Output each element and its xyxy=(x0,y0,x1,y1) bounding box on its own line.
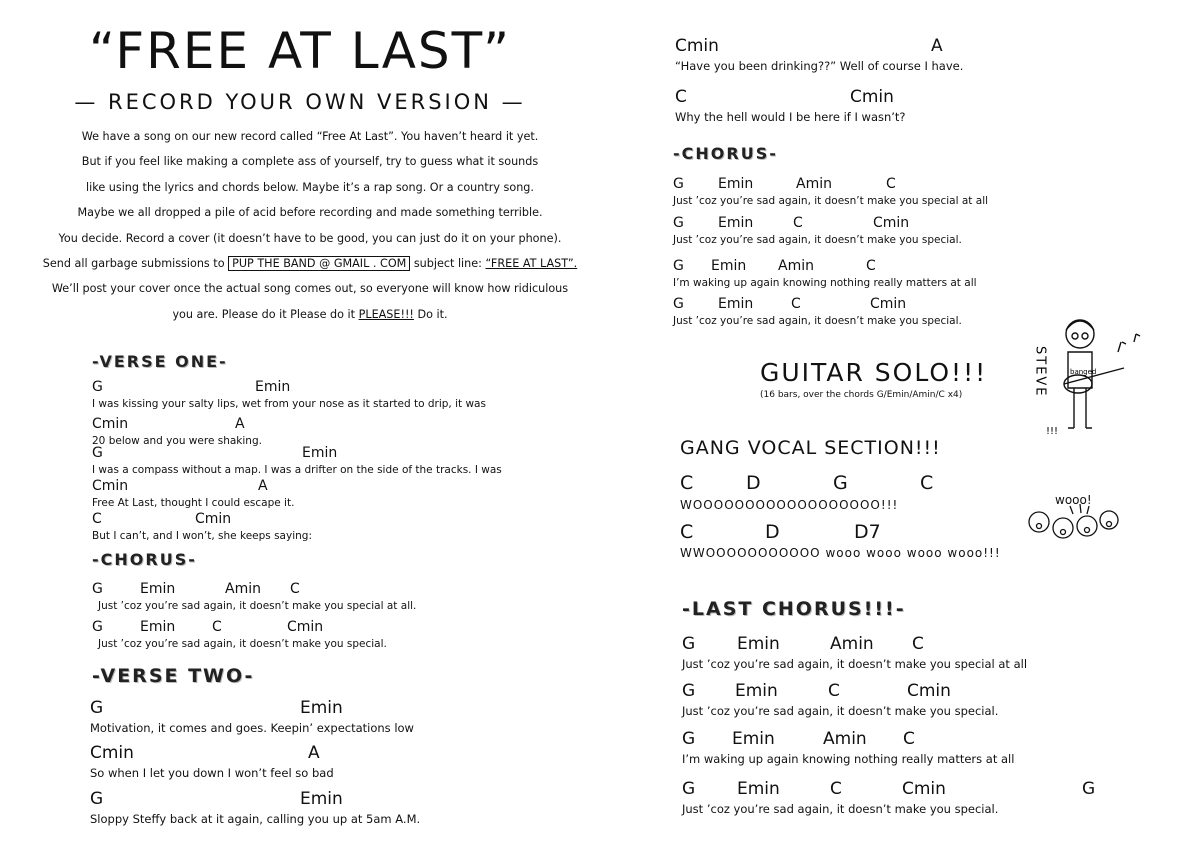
last-chorus-line xyxy=(682,779,1122,815)
intro-line: We’ll post your cover once the actual song comes out, so everyone will know how ridiculous xyxy=(51,282,569,296)
lyric-line: “Have you been drinking??” Well of course I have. xyxy=(675,59,964,73)
verse-one-line xyxy=(92,379,512,415)
chorus-line xyxy=(673,176,1093,212)
chord: G xyxy=(673,215,684,231)
lyric-line: I’m waking up again knowing nothing really matters at all xyxy=(673,277,977,289)
chord: C xyxy=(680,521,694,543)
chord: C xyxy=(680,472,694,494)
chord: C xyxy=(886,176,896,192)
chorus-line xyxy=(92,581,512,617)
chord: A xyxy=(308,743,320,763)
verse-line xyxy=(675,87,1095,123)
chord: C xyxy=(920,472,934,494)
gang-lyric-line: WWOOOOOOOOOOO wooo wooo wooo wooo!!! xyxy=(680,546,1001,560)
last-chorus-line xyxy=(682,681,1122,717)
verse-two-line xyxy=(90,743,530,779)
verse-line xyxy=(675,36,1095,72)
chord: Emin xyxy=(711,258,747,274)
chord: C xyxy=(830,779,842,799)
intro-line xyxy=(40,251,580,276)
lyric-line: Free At Last, thought I could escape it. xyxy=(92,497,295,509)
chord: G xyxy=(833,472,848,494)
intro-line xyxy=(40,302,580,327)
chord: G xyxy=(682,779,696,799)
lyric-line: Just ’coz you’re sad again, it doesn’t make you special. xyxy=(673,234,962,246)
chord: C xyxy=(92,511,102,527)
chorus-line xyxy=(92,619,512,655)
intro-text-fragment: you are. Please do it Please do it xyxy=(172,307,356,321)
last-chorus-line xyxy=(682,634,1122,670)
chord: G xyxy=(682,681,696,701)
chord: G xyxy=(90,698,104,718)
chord: Emin xyxy=(255,379,291,395)
intro-line: You decide. Record a cover (it doesn’t have to be good, you can just do it on your phone). xyxy=(58,231,562,245)
lyric-line: Why the hell would I be here if I wasn’t? xyxy=(675,110,906,124)
chord: Amin xyxy=(225,581,261,597)
intro-line: like using the lyrics and chords below. Maybe it’s a rap song. Or a country song. xyxy=(86,180,534,194)
lyric-line: 20 below and you were shaking. xyxy=(92,435,262,447)
chord: G xyxy=(92,445,103,461)
chord: Cmin xyxy=(873,215,910,231)
chord: G xyxy=(682,634,696,654)
chord: Emin xyxy=(718,215,754,231)
chord: G xyxy=(682,729,696,749)
chord: Cmin xyxy=(675,36,719,56)
chord: G xyxy=(673,296,684,312)
verse-two-line xyxy=(90,698,530,734)
chord: Emin xyxy=(300,698,343,718)
gang-chords-row xyxy=(680,521,980,545)
chord: Emin xyxy=(737,634,780,654)
verse-one-line xyxy=(92,445,512,481)
chord: Cmin xyxy=(195,511,232,527)
lyric-line: Just ’coz you’re sad again, it doesn’t make you special at all xyxy=(673,195,989,207)
intro-text xyxy=(40,124,580,327)
intro-line: We have a song on our new record called “Free At Last”. You haven’t heard it yet. xyxy=(81,130,539,143)
lyric-line: Just ’coz you’re sad again, it doesn’t make you special. xyxy=(682,802,999,816)
section-chorus-right: -CHORUS- xyxy=(673,144,778,163)
verse-two-line xyxy=(90,789,530,825)
woo-bubble: wooo! xyxy=(1055,493,1092,507)
chord: C xyxy=(290,581,300,597)
guitarist-drawing-icon xyxy=(1030,312,1160,442)
chord: A xyxy=(235,416,245,432)
page-subtitle: — RECORD YOUR OWN VERSION — xyxy=(74,90,526,114)
lyric-line: Just ’coz you’re sad again, it doesn’t make you special at all. xyxy=(98,600,417,612)
chord: Emin xyxy=(737,779,780,799)
chord: G xyxy=(90,789,104,809)
chord: A xyxy=(258,478,268,494)
chord: Emin xyxy=(718,176,754,192)
gang-chords-row xyxy=(680,472,980,496)
chord: Emin xyxy=(735,681,778,701)
chord: Amin xyxy=(778,258,814,274)
chord: Cmin xyxy=(850,87,894,107)
lyric-line: Sloppy Steffy back at it again, calling you up at 5am A.M. xyxy=(90,812,421,826)
chord: Cmin xyxy=(902,779,946,799)
lyric-line: Just ’coz you’re sad again, it doesn’t make you special. xyxy=(98,638,387,650)
section-verse-two: -VERSE TWO- xyxy=(92,665,255,687)
chord: C xyxy=(212,619,222,635)
chord: G xyxy=(92,581,103,597)
chord: C xyxy=(791,296,801,312)
intro-text-fragment: Send all garbage submissions to xyxy=(42,257,225,271)
chorus-line xyxy=(673,215,1093,251)
chord: Emin xyxy=(300,789,343,809)
guitar-solo-title: GUITAR SOLO!!! xyxy=(760,358,988,387)
chord: G xyxy=(1082,779,1096,799)
intro-text-fragment: Do it. xyxy=(417,307,448,321)
intro-line: Maybe we all dropped a pile of acid before recording and made something terrible. xyxy=(77,206,543,220)
chord: Emin xyxy=(718,296,754,312)
chord: G xyxy=(673,176,684,192)
gang-vocal-title: GANG VOCAL SECTION!!! xyxy=(680,437,941,459)
chord: G xyxy=(673,258,684,274)
subject-label: subject line: xyxy=(413,257,482,271)
verse-one-line xyxy=(92,478,512,514)
guitarist-name: STEVE xyxy=(1032,346,1048,398)
chord: Cmin xyxy=(907,681,951,701)
chord: C xyxy=(675,87,687,107)
chorus-line xyxy=(673,258,1093,294)
chord: Emin xyxy=(732,729,775,749)
chord: Cmin xyxy=(287,619,324,635)
chord: A xyxy=(931,36,943,56)
chord: C xyxy=(903,729,915,749)
lyric-line: I was a compass without a map. I was a drifter on the side of the tracks. I was xyxy=(92,464,502,476)
chord: C xyxy=(828,681,840,701)
chord: D xyxy=(765,521,780,543)
please-emphasis: PLEASE!!! xyxy=(358,307,414,321)
chord: Amin xyxy=(823,729,867,749)
lyric-line: Just ’coz you’re sad again, it doesn’t make you special at all xyxy=(682,657,1028,671)
gang-lyric-line: WOOOOOOOOOOOOOOOOOO!!! xyxy=(680,498,899,512)
lyric-line: But I can’t, and I won’t, she keeps saying: xyxy=(92,530,312,542)
subject-line: “FREE AT LAST”. xyxy=(485,257,578,271)
chord: Cmin xyxy=(870,296,907,312)
lyric-line: So when I let you down I won’t feel so bad xyxy=(90,766,334,780)
lyric-line: I’m waking up again knowing nothing really matters at all xyxy=(682,752,1015,766)
shirt-text: banged xyxy=(1070,368,1097,376)
lyric-line: I was kissing your salty lips, wet from your nose as it started to drip, it was xyxy=(92,398,486,410)
chord: Amin xyxy=(830,634,874,654)
chord: C xyxy=(912,634,924,654)
chord: Emin xyxy=(140,581,176,597)
chord: Emin xyxy=(302,445,338,461)
chord: Emin xyxy=(140,619,176,635)
chord: Cmin xyxy=(92,416,129,432)
email-address: PUP THE BAND @ GMAIL . COM xyxy=(228,256,410,271)
last-chorus-line xyxy=(682,729,1122,765)
chord: D xyxy=(746,472,761,494)
guitarist-exclaim: !!! xyxy=(1046,426,1059,437)
guitar-solo-note: (16 bars, over the chords G/Emin/Amin/C x4) xyxy=(760,390,963,400)
chord: Cmin xyxy=(90,743,134,763)
intro-line: But if you feel like making a complete ass of yourself, try to guess what it sounds xyxy=(81,155,539,169)
lyric-line: Just ’coz you’re sad again, it doesn’t make you special. xyxy=(673,315,962,327)
chord: G xyxy=(92,379,103,395)
singing-faces-icon xyxy=(1025,502,1125,552)
lyric-line: Motivation, it comes and goes. Keepin’ expectations low xyxy=(90,721,414,735)
section-last-chorus: -LAST CHORUS!!!- xyxy=(682,598,906,620)
chord: Amin xyxy=(796,176,832,192)
section-verse-one: -VERSE ONE- xyxy=(92,352,228,371)
page-title: “FREE AT LAST” xyxy=(89,22,511,80)
chord: D7 xyxy=(854,521,881,543)
lyric-line: Just ’coz you’re sad again, it doesn’t make you special. xyxy=(682,704,999,718)
chord: G xyxy=(92,619,103,635)
chord: C xyxy=(793,215,803,231)
chord: C xyxy=(866,258,876,274)
chord: Cmin xyxy=(92,478,129,494)
section-chorus: -CHORUS- xyxy=(92,550,197,569)
verse-one-line xyxy=(92,511,512,547)
